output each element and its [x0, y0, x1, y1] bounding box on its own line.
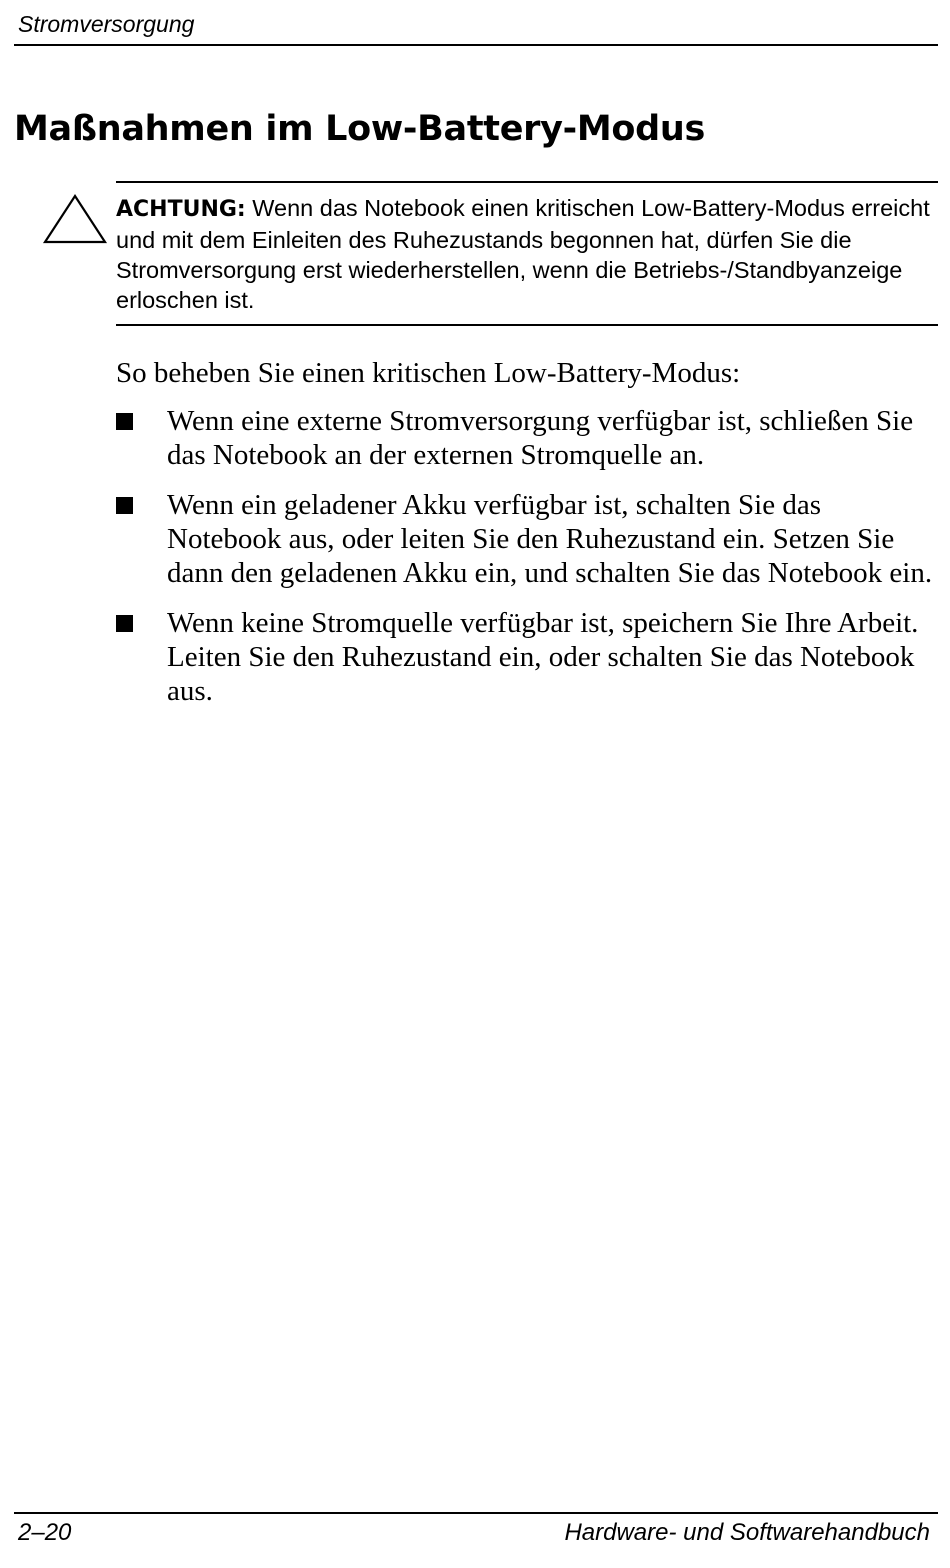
caution-rule-bottom — [116, 324, 938, 326]
intro-paragraph: So beheben Sie einen kritischen Low-Battery-Modus: — [116, 357, 741, 389]
list-item — [116, 404, 938, 472]
square-bullet-icon — [116, 413, 133, 430]
footer-rule — [14, 1512, 938, 1514]
caution-note — [116, 193, 931, 315]
warning-triangle-icon — [42, 193, 108, 245]
caution-rule-top — [116, 181, 938, 183]
caution-text: Wenn das Notebook einen kritischen Low-Battery-Modus erreicht und mit dem Einleiten des Ruhezustands begonnen hat, dürfen Sie die Stromversorgung erst wiederherstellen, wenn die Betriebs-/Standbyanzeige erloschen ist. — [116, 195, 930, 313]
list-item-text: Wenn ein geladener Akku verfügbar ist, schalten Sie das Notebook aus, oder leiten Sie den Ruhezustand ein. Setzen Sie dann den geladenen Akku ein, und schalten Sie das Notebook ein. — [167, 489, 933, 589]
page-title: Maßnahmen im Low-Battery-Modus — [14, 109, 706, 149]
square-bullet-icon — [116, 615, 133, 632]
list-item-text: Wenn eine externe Stromversorgung verfügbar ist, schließen Sie das Notebook an der externen Stromquelle an. — [167, 405, 914, 471]
steps-list — [116, 404, 938, 724]
square-bullet-icon — [116, 497, 133, 514]
list-item-text: Wenn keine Stromquelle verfügbar ist, speichern Sie Ihre Arbeit. Leiten Sie den Ruhezustand ein, oder schalten Sie das Notebook aus. — [167, 607, 919, 707]
caution-label: ACHTUNG: — [116, 197, 246, 222]
page-number: 2–20 — [18, 1519, 72, 1546]
header-rule — [14, 44, 938, 46]
list-item — [116, 488, 938, 590]
list-item — [116, 606, 938, 708]
book-title: Hardware- und Softwarehandbuch — [564, 1519, 930, 1546]
running-header: Stromversorgung — [18, 11, 195, 37]
